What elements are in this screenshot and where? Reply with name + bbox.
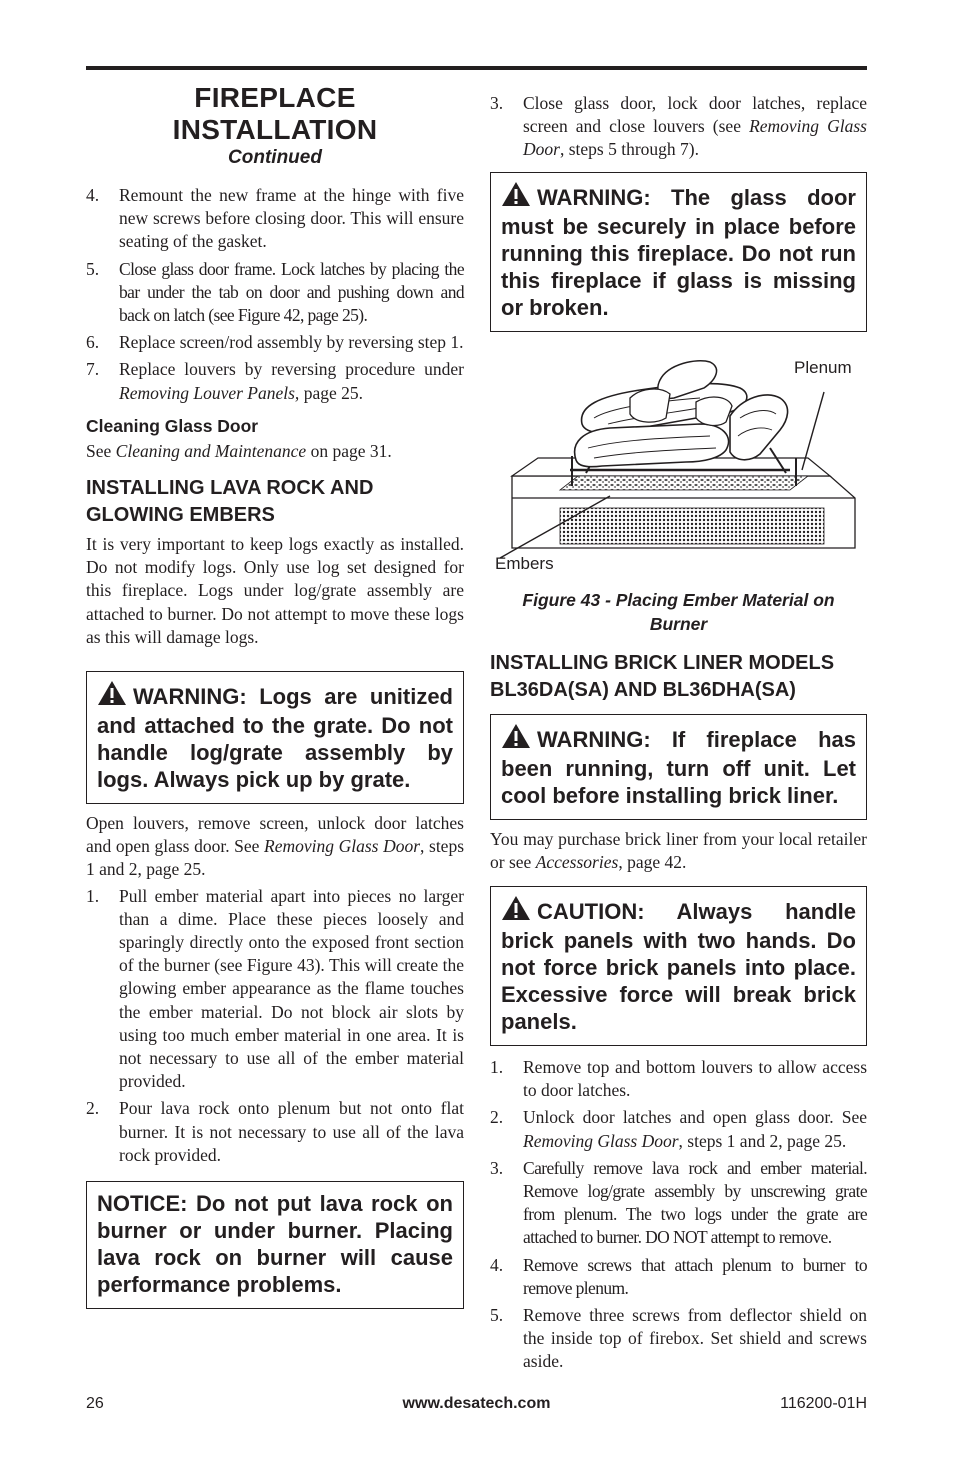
top-rule bbox=[86, 66, 867, 70]
purchase-paragraph: You may purchase brick liner from your local retailer or see Accessories, page 42. bbox=[490, 828, 867, 872]
lava-rock-heading: INSTALLING LAVA ROCK AND GLOWING EMBERS bbox=[86, 477, 374, 527]
warning-icon bbox=[501, 723, 531, 755]
list-item: 5. Remove three screws from deflector shield on the inside top of firebox. Set shield and screws aside. bbox=[490, 1305, 867, 1372]
figure-caption: Figure 43 - Placing Ember Material on Burner bbox=[522, 589, 835, 634]
warning-icon bbox=[501, 181, 531, 213]
warning-text-logs: WARNING: Logs are unitized and attached to the grate. Do not handle log/grate assembly by logs. Always pick up by grate. bbox=[97, 684, 453, 793]
list-item: 2. Unlock door latches and open glass door. See Removing Glass Door, steps 1 and 2, page 25. bbox=[490, 1107, 867, 1151]
list-item: 6. Replace screen/rod assembly by reversing step 1. bbox=[86, 332, 464, 353]
plenum-label: Plenum bbox=[794, 357, 852, 377]
warning-box-glass bbox=[490, 172, 867, 332]
brick-liner-heading: INSTALLING BRICK LINER MODELS BL36DA(SA) AND BL36DHA(SA) bbox=[490, 651, 835, 701]
open-louvers-paragraph: Open louvers, remove screen, unlock door latches and open glass door. See Removing Glass Door, steps 1 and 2, page 25. bbox=[86, 813, 465, 880]
cleaning-heading: Cleaning Glass Door bbox=[86, 415, 259, 436]
warning-text-glass: WARNING: The glass door must be securely in place before running this fireplace. Do not run this fireplace if glass is missing or broken. bbox=[501, 184, 856, 320]
list-item: 2. Pour lava rock onto plenum but not onto flat burner. It is not necessary to use all of the lava rock provided. bbox=[86, 1098, 464, 1165]
list-item: 7. Replace louvers by reversing procedure under Removing Louver Panels, page 25. bbox=[86, 359, 464, 403]
left-column bbox=[86, 80, 464, 1309]
steps-list-right-top bbox=[490, 92, 867, 162]
list-item: 1. Pull ember material apart into pieces no larger than a dime. Place these pieces loosely and sparingly directly onto the exposed front section of the burner (see Figure 43). This will create the glowing ember appearance as the flame touches the ember material. Do not block air slots by using too much ember material in one area. It is not necessary to use all of the ember material provided. bbox=[86, 885, 464, 1092]
cleaning-text: See Cleaning and Maintenance on page 31. bbox=[86, 440, 392, 461]
section-title bbox=[86, 82, 464, 146]
list-item: 4. Remove screws that attach plenum to burner to remove plenum. bbox=[490, 1254, 867, 1298]
warning-box-brick bbox=[490, 714, 867, 820]
list-item: 1. Remove top and bottom louvers to allow access to door latches. bbox=[490, 1057, 867, 1101]
list-item: 3. Carefully remove lava rock and ember material. Remove log/grate assembly by unscrewing grate from plenum. The two logs under the grate are attached to burner. DO NOT attempt to remove. bbox=[490, 1157, 867, 1248]
warning-icon bbox=[97, 680, 127, 712]
embers-label: Embers bbox=[495, 553, 554, 573]
website-link[interactable]: www.desatech.com bbox=[402, 1395, 551, 1412]
steps-list-c bbox=[490, 1056, 867, 1374]
continued-label: Continued bbox=[228, 147, 322, 168]
page-number: 26 bbox=[86, 1395, 104, 1412]
lava-rock-paragraph: It is very important to keep logs exactly as installed. Do not modify logs. Only use log set designed for this fireplace. Logs under log/grate assembly are attached to burner. Do not attempt to move these logs as this will damage logs. bbox=[86, 534, 464, 647]
caution-text: CAUTION: Always handle brick panels with two hands. Do not force brick panels into place. Excessive force will break brick panels. bbox=[501, 899, 856, 1035]
steps-list-a bbox=[86, 184, 464, 405]
notice-text: NOTICE: Do not put lava rock on burner or under burner. Placing lava rock on burner will cause performance problems. bbox=[97, 1191, 453, 1298]
figure-43 bbox=[490, 358, 867, 590]
list-item: 4. Remount the new frame at the hinge with five new screws before closing door. This will ensure seating of the gasket. bbox=[86, 185, 464, 252]
warning-icon bbox=[501, 895, 531, 927]
title-line-2: INSTALLATION bbox=[172, 114, 378, 145]
document-code: 116200-01H bbox=[780, 1395, 867, 1412]
notice-box bbox=[86, 1181, 464, 1309]
steps-list-b bbox=[86, 885, 464, 1167]
list-item: 5. Close glass door frame. Lock latches by placing the bar under the tab on door and pushing down and back on latch (see Figure 42, page 25). bbox=[86, 258, 464, 326]
warning-box-logs bbox=[86, 671, 464, 804]
title-line-1: FIREPLACE bbox=[194, 82, 356, 113]
warning-text-brick: WARNING: If fireplace has been running, turn off unit. Let cool before installing brick liner. bbox=[501, 726, 856, 808]
list-item: 3. Close glass door, lock door latches, replace screen and close louvers (see Removing Glass Door, steps 5 through 7). bbox=[490, 93, 867, 160]
right-column bbox=[490, 92, 867, 1378]
caution-box bbox=[490, 886, 867, 1046]
page-footer bbox=[86, 1395, 867, 1419]
